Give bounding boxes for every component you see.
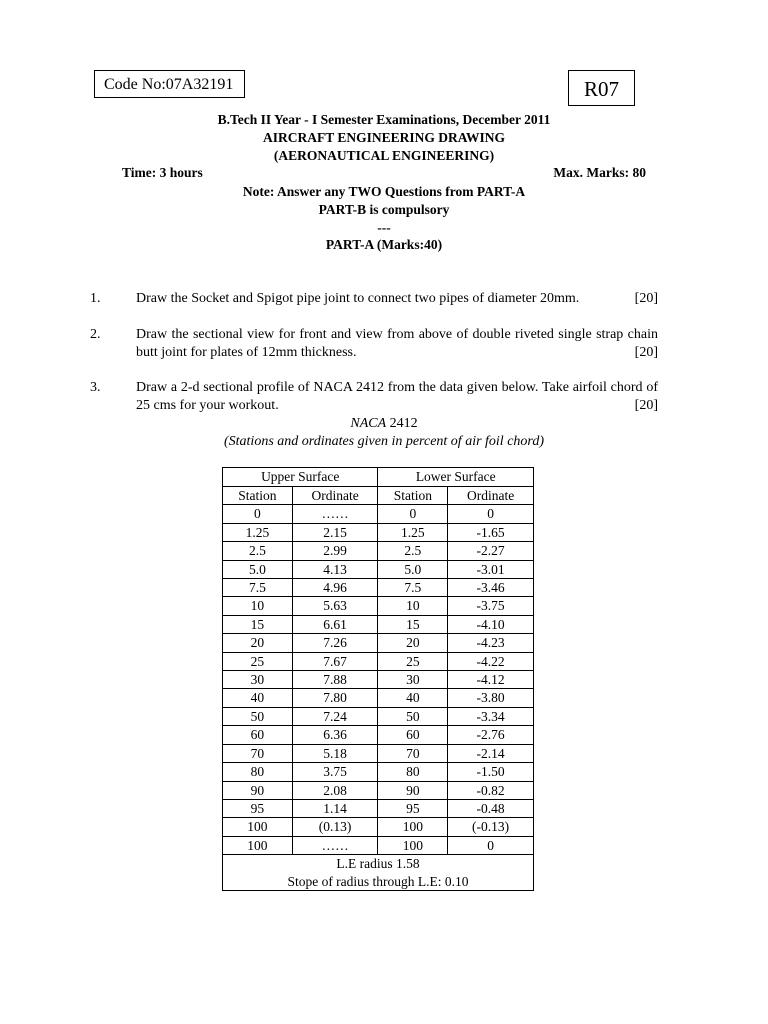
- lower-ordinate-cell: -3.80: [448, 689, 534, 707]
- table-row: [223, 818, 534, 836]
- table-row: [223, 671, 534, 689]
- question-marks: [20]: [634, 345, 658, 360]
- table-row: [223, 505, 534, 523]
- upper-surface-header: Upper Surface: [223, 468, 378, 487]
- lower-ordinate-cell: -1.50: [448, 763, 534, 781]
- upper-ordinate-cell: 6.36: [292, 726, 378, 744]
- question-text: Draw the Socket and Spigot pipe joint to connect two pipes of diameter 20mm.: [136, 291, 580, 306]
- upper-ordinate-cell: ……: [292, 836, 378, 854]
- table-row: [223, 763, 534, 781]
- part-a-heading: PART-A (Marks:40): [325, 237, 443, 252]
- table-row: [223, 726, 534, 744]
- upper-ordinate-cell: 3.75: [292, 763, 378, 781]
- lower-ordinate-cell: -4.10: [448, 615, 534, 633]
- table-row: [223, 634, 534, 652]
- lower-ordinate-cell: -1.65: [448, 523, 534, 541]
- lower-station-cell: 100: [378, 818, 448, 836]
- upper-ordinate-cell: ……: [292, 505, 378, 523]
- naca-title-number: 2412: [386, 416, 418, 431]
- question-number: 2.: [90, 327, 101, 342]
- question-2: [0, 326, 768, 366]
- code-number: Code No:07A32191: [94, 70, 245, 98]
- instruction-note: Note: Answer any TWO Questions from PART-A: [242, 184, 526, 199]
- lower-ordinate-cell: -0.82: [448, 781, 534, 799]
- upper-station-cell: 0: [223, 505, 293, 523]
- table-footer-row: [223, 873, 534, 891]
- lower-ordinate-cell: 0: [448, 836, 534, 854]
- lower-station-cell: 2.5: [378, 542, 448, 560]
- upper-station-cell: 40: [223, 689, 293, 707]
- lower-ordinate-cell: -4.22: [448, 652, 534, 670]
- question-text: Draw a 2-d sectional profile of NACA 2412 from the data given below. Take airfoil chord of 25 cms for your workout.: [136, 380, 658, 413]
- regulation-code: R07: [568, 70, 635, 106]
- upper-ordinate-cell: 1.14: [292, 799, 378, 817]
- upper-station-cell: 90: [223, 781, 293, 799]
- upper-station-cell: 30: [223, 671, 293, 689]
- upper-station-cell: 2.5: [223, 542, 293, 560]
- upper-station-cell: 95: [223, 799, 293, 817]
- table-row: [223, 799, 534, 817]
- upper-station-cell: 5.0: [223, 560, 293, 578]
- lower-station-cell: 5.0: [378, 560, 448, 578]
- separator: ---: [377, 220, 391, 235]
- upper-station-cell: 100: [223, 836, 293, 854]
- table-row: [223, 615, 534, 633]
- upper-station-cell: 70: [223, 744, 293, 762]
- upper-ordinate-cell: 7.80: [292, 689, 378, 707]
- upper-station-cell: 80: [223, 763, 293, 781]
- lower-station-cell: 60: [378, 726, 448, 744]
- lower-ordinate-header: Ordinate: [448, 487, 534, 505]
- time-allowed: Time: 3 hours: [122, 165, 203, 180]
- upper-ordinate-cell: 2.08: [292, 781, 378, 799]
- table-subheader-row: [223, 487, 534, 505]
- table-row: [223, 560, 534, 578]
- upper-station-cell: 25: [223, 652, 293, 670]
- table-header-row: [223, 468, 534, 487]
- lower-ordinate-cell: -4.12: [448, 671, 534, 689]
- lower-ordinate-cell: (-0.13): [448, 818, 534, 836]
- upper-ordinate-header: Ordinate: [292, 487, 378, 505]
- upper-station-header: Station: [223, 487, 293, 505]
- upper-ordinate-cell: 7.24: [292, 707, 378, 725]
- table-row: [223, 597, 534, 615]
- upper-ordinate-cell: 5.18: [292, 744, 378, 762]
- question-number: 1.: [90, 291, 101, 306]
- table-row: [223, 652, 534, 670]
- naca-subtitle: (Stations and ordinates given in percent of air foil chord): [223, 434, 545, 449]
- upper-station-cell: 10: [223, 597, 293, 615]
- lower-station-cell: 70: [378, 744, 448, 762]
- le-slope: Stope of radius through L.E: 0.10: [223, 873, 534, 891]
- lower-ordinate-cell: -2.76: [448, 726, 534, 744]
- upper-ordinate-cell: 4.13: [292, 560, 378, 578]
- lower-station-cell: 50: [378, 707, 448, 725]
- lower-station-cell: 25: [378, 652, 448, 670]
- upper-ordinate-cell: (0.13): [292, 818, 378, 836]
- lower-ordinate-cell: -3.46: [448, 579, 534, 597]
- upper-ordinate-cell: 7.88: [292, 671, 378, 689]
- table-row: [223, 542, 534, 560]
- lower-ordinate-cell: -2.27: [448, 542, 534, 560]
- lower-station-cell: 10: [378, 597, 448, 615]
- table-row: [223, 689, 534, 707]
- lower-ordinate-cell: -3.34: [448, 707, 534, 725]
- lower-ordinate-cell: -4.23: [448, 634, 534, 652]
- upper-station-cell: 100: [223, 818, 293, 836]
- table-row: [223, 707, 534, 725]
- lower-station-cell: 40: [378, 689, 448, 707]
- upper-ordinate-cell: 2.99: [292, 542, 378, 560]
- lower-ordinate-cell: -0.48: [448, 799, 534, 817]
- upper-ordinate-cell: 5.63: [292, 597, 378, 615]
- upper-station-cell: 60: [223, 726, 293, 744]
- question-number: 3.: [90, 380, 101, 395]
- lower-ordinate-cell: 0: [448, 505, 534, 523]
- lower-station-cell: 20: [378, 634, 448, 652]
- table-row: [223, 781, 534, 799]
- naca-title-italic: NACA: [350, 416, 387, 431]
- question-marks: [20]: [634, 291, 658, 306]
- lower-station-cell: 90: [378, 781, 448, 799]
- lower-station-cell: 95: [378, 799, 448, 817]
- lower-ordinate-cell: -3.01: [448, 560, 534, 578]
- question-3: [0, 379, 768, 419]
- lower-station-cell: 30: [378, 671, 448, 689]
- upper-ordinate-cell: 4.96: [292, 579, 378, 597]
- le-radius: L.E radius 1.58: [223, 855, 534, 873]
- lower-station-cell: 15: [378, 615, 448, 633]
- lower-station-cell: 1.25: [378, 523, 448, 541]
- upper-ordinate-cell: 7.67: [292, 652, 378, 670]
- subject-title: AIRCRAFT ENGINEERING DRAWING: [262, 130, 506, 145]
- table-row: [223, 523, 534, 541]
- upper-station-cell: 1.25: [223, 523, 293, 541]
- lower-station-cell: 80: [378, 763, 448, 781]
- lower-station-cell: 7.5: [378, 579, 448, 597]
- upper-station-cell: 50: [223, 707, 293, 725]
- table-row: [223, 836, 534, 854]
- lower-station-cell: 0: [378, 505, 448, 523]
- naca-title: [0, 416, 768, 432]
- naca-table: [222, 467, 534, 891]
- upper-station-cell: 15: [223, 615, 293, 633]
- table-row: [223, 744, 534, 762]
- upper-ordinate-cell: 6.61: [292, 615, 378, 633]
- upper-ordinate-cell: 2.15: [292, 523, 378, 541]
- max-marks: Max. Marks: 80: [553, 165, 646, 180]
- lower-surface-header: Lower Surface: [378, 468, 534, 487]
- question-text: Draw the sectional view for front and view from above of double riveted single strap chain butt joint for plates of 12mm thickness.: [136, 327, 658, 360]
- lower-ordinate-cell: -3.75: [448, 597, 534, 615]
- upper-station-cell: 7.5: [223, 579, 293, 597]
- lower-station-cell: 100: [378, 836, 448, 854]
- lower-station-header: Station: [378, 487, 448, 505]
- question-marks: [20]: [634, 398, 658, 413]
- table-footer-row: [223, 855, 534, 873]
- lower-ordinate-cell: -2.14: [448, 744, 534, 762]
- upper-station-cell: 20: [223, 634, 293, 652]
- table-row: [223, 579, 534, 597]
- exam-title: B.Tech II Year - I Semester Examinations, December 2011: [217, 112, 551, 127]
- upper-ordinate-cell: 7.26: [292, 634, 378, 652]
- partb-note: PART-B is compulsory: [318, 202, 450, 217]
- branch-title: (AERONAUTICAL ENGINEERING): [273, 148, 495, 163]
